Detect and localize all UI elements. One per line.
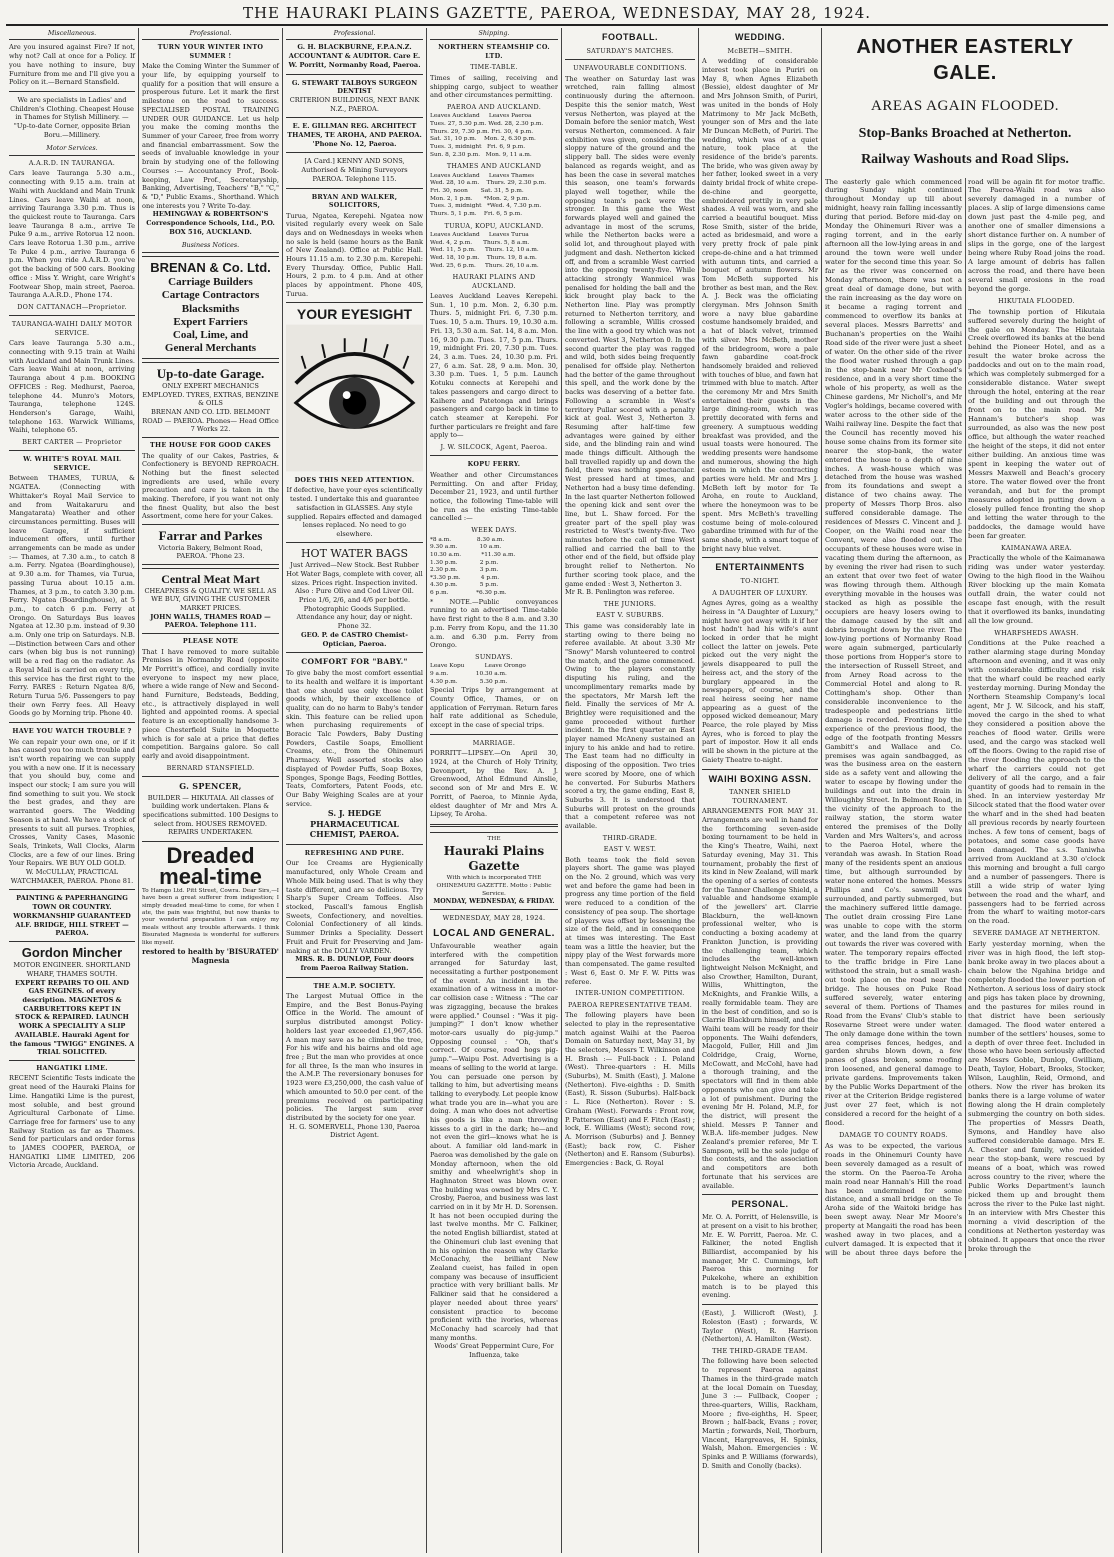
column-gale <box>822 28 1108 1553</box>
ev-title: EAST V. SUBURBS. <box>596 611 664 620</box>
headline-netherton: Stop-Banks Broached at Netherton. <box>858 125 1072 141</box>
aard-body: Cars leave Tauranga 5.30 a.m., connecting with 9.15 a.m. train at Waihi with Auckland and Main Trunk Lines. Cars leave Waihi at noon, arriving Tauranga 3.30 p.m. Thus is the quickest route to Tauranga. Cars leave Tauranga 8 a.m., arrive Te Puke 9 a.m., arrive Rotorua 12 noon. Cars leave Rotorua 1.30 p.m., arrive Te Puke 4 p.m., arrive Tauranga 6 p.m. When you ride A.A.R.D. you've got the backing of 500 cars. Booking office : Miss Y. Wright, care Wright's Footwear Shop, main street, Paeroa. Tauranga A.A.R.D., Phone 174. <box>9 169 135 300</box>
fresh-title: REFRESHING AND PURE. <box>304 849 405 858</box>
column-shipping <box>427 28 562 1553</box>
pa-rows: Leaves Auckland Leaves Paeroa Tues. 27, 5.30 p.m. Wed. 28, 2.30 p.m. Thurs. 29, 7.30 p.m. Fri. 30, 4 p.m. Sat. 31, 10 p.m. Mon. 2, 6.30 p.m. Tues. 3, midnight Fri. 6, 9 p.m. Sun. 8, 2.30 p.m. Mon. 9, 11 a.m. <box>430 113 544 158</box>
ta-rows: Leaves Auckland Leaves Thames Wed. 28, 10 a.m. Thurs. 29, 2.30 p.m. Fri. 30, noon Sat. 31, 5 p.m. Mon. 2, 1 p.m. *Mon. 2, 9 p.m. Tues. 3, midnight *Wed. 4, 7.30 p.m. Thurs. 5, 1 p.m. Fri. 6, 5 p.m. <box>430 172 547 217</box>
note-body: That I have removed to more suitable Premises in Normanby Road (opposite Mr Porritt's office), and cordially invite everyone to inspect my new place, where a wide range of New and Second-hand Furniture, Bedsteads, Bedding, etc., is attractively displayed in well lighted and appointed rooms. A special feature is an exceptionally handsome 3-piece Chesterfield Suite in Moquette which is for sale at a price that defies competition. Bargains galore. So call early and avoid disappointment. <box>142 647 279 760</box>
sev-title: SEVERE DAMAGE AT NETHERTON. <box>972 929 1101 938</box>
meat-body: CHEAPNESS & QUALITY. WE SELL AS WE BUY, GIVING THE CUSTOMER MARKET PRICES. <box>144 586 277 612</box>
hwb-title: HOT WATER BAGS <box>300 546 409 560</box>
gazette-sub: With which is incorporated THE OHINEMURI GAZETTE. Motto : Public Service. <box>436 875 552 897</box>
cattanach: DON CATTANACH—Proprietor. <box>17 302 127 311</box>
watch-body: We can repair your own one, or if it has caused you too much trouble and isn't worth repairing we can supply you with a new one. If it is necessary that you should buy, come and inspect our stock; I am sure you will find something to suit you. We stock the best grades, and they are warranted goers. The Wedding Season is at hand. We have a stock of presents to suit all purses. Trophies, Crosses, Vanity Cases, Masonic Seals, Trinkets, Wall Clocks, Alarm Clocks, are a few of our lines. Bring Your Repairs. WE BUY OLD GOLD. <box>9 737 135 868</box>
kopu-note: * NOTE.—Public conveyances running to an advertised Time-table have first right to the 8 a.m. and 3.30 p.m. Ferry from Kopu, and the 11.30 a.m. and 6.30 p.m. Ferry from Orongo. <box>430 597 558 650</box>
silcock: J. W. SILCOCK, Agent, Paeroa. <box>440 443 548 452</box>
eye-title: YOUR EYESIGHT <box>296 305 413 322</box>
lime-body: RECENT Scientific Tests indicate the great need of the Hauraki Plains for Lime. Hangatiki Lime is the purest, most soluble, and best ground Agricultural Carbonate of Lime. Carriage free for farmers' use to any Railway Station as far as Thames. Send for particulars and order forms to JAMES COOPER, PAEROA, or HANGATIKI LIME LIMITED, 206 Victoria Arcade, Auckland. <box>9 1074 135 1170</box>
dread-title: Dreaded meal-time <box>159 843 262 890</box>
lg-body: Unfavourable weather again interfered with the competition arranged for Saturday last, necessitating a further postponement of the event. An incident in the examination of a witness in a motor-car collision case : Witness : "The car was zigzagging, because the brakes were applied." Counsel : "Was it pig-jumping?" I don't know whether motor-cars usually do pig-jump." Opposing counsel : "Oh, that's correct. Of course, road hogs pig-jump."—Waipu Post. Advertising is a means of selling to the world at large. You can persuade one person by talking to him, but advertising means talking to everybody. Let people know what trade you are in—what you are doing. A man who does not advertise his goods is like a man throwing kisses to a girl in the dark; he—and not even the girl—knows what he is about. A familiar old land-mark in Paeroa was demolished by the gale on Monday afternoon, when the old smithy and wheelwright's shop in Haghnaton Street was blown over. The building was owned by Mrs C. Y. Crosby, Paeroa, and business was last carried on in it by Mr H. D. Sorensen. It has not been occupied during the last twelve months. Mr C. Falkiner, the noted English billiardist, stated at the Ohinemuri club last evening that in his opinion the reason why Clarke McConachy, the brilliant New Zealand cueist, has failed in open company was because of insufficient practice with very brilliant balls. Mr Falkiner said that he considered a player needed about three years' consistent practice to become proficient with the ivories, whereas McConachy had scarcely had that many months. <box>430 941 559 1342</box>
criterion: CRITERION BUILDINGS, NEXT BANK N.Z., PAEROA. <box>289 95 420 113</box>
column-wedding <box>699 28 822 1553</box>
column-heading: Professional. <box>286 28 423 40</box>
gazette-title: Hauraki Plains Gazette <box>443 843 545 874</box>
ent-title: ENTERTAINMENTS <box>715 562 805 573</box>
dcr-title: DAMAGE TO COUNTY ROADS. <box>839 1131 948 1140</box>
third-title: THIRD-GRADE. <box>602 833 658 842</box>
stansfield: BERNARD STANSFIELD. <box>166 763 255 772</box>
rep-title: PAEROA REPRESENTATIVE TEAM. <box>567 1000 693 1009</box>
kopu-title: KOPU FERRY. <box>467 460 521 469</box>
mccullay: W. McCULLAY, PRACTICAL WATCHMAKER, PAEROA. Phone 81. <box>10 868 134 885</box>
insurance-ad: Are you insured against Fire? If not, why not? Call at once for a Policy. If you have nothing to insure, buy Furniture from me and I'll give you a Policy on it.—Bernard Stansfield. <box>9 43 135 87</box>
sev-body: Early yesterday morning, when the river was in high flood, the left stop-bank broke away in two places about a chain below the Ngahina bridge and completely flooded the lower portion of Netherton. A serious loss of dairy stock and pigs has taken place by drowning, and the pastures for miles round in that district have been seriously damaged. The flood water entered a number of the settlers' houses, some to a depth of over three feet. Included in those who have been seriously affected are Messrs Goble, Dunlop, Gwilliam, Death, Taylor, Hobart, Brooks, Stocker, Wilson, Laughlin, Reid, Ormond, and others. Now the river has broken its banks there is a large volume of water flowing along the H drain completely submerging the country on both sides. The properties of Messrs Death, Symons, and Handley have also suffered considerable damage. Mrs E. A. Chester and family, who resided near the stop-bank, were rescued by means of a boat, which was rowed across country to the river, where the Public Works Department's launch picked them up and brought them across the river to the Puke last night. In an interview with Mrs Chester this morning a vivid description of the conditions at Netherton yesterday was obtained. It appears that once the river broke through the <box>968 939 1105 1253</box>
hedge: S. J. HEDGE PHARMACEUTICAL CHEMIST, PAEROA. <box>309 808 400 840</box>
box-title: WAIHI BOXING ASSN. <box>708 773 812 784</box>
column-heading: Professional. <box>142 28 279 40</box>
gale-body: The easterly gale which commenced during Sunday night continued throughout Monday up till about midnight, heavy rain falling incessantly during that period. Before mid-day on Monday the Ohinemuri River was a raging torrent, and in the early afternoon all the low-lying areas in and around the town were well under water for the second time this year. So far as the river was concerned on Monday afternoon, there was not a great deal of damage done, but with the rain increasing as the day wore on it became a raging torrent and commenced to overflow its banks at several places. Messrs Barretts' and Buchanan's properties on the Waihi Road side of the river were just a sheet of water. On the other side of the river the flood water rushed through a gap in the stop-bank near Mr Coxhead's residence, and in a very short time the whole of his property, as well as the Chinese gardens, Mr Nicholl's, and Mr Vogler's holdings, became covered with water across to the other side of the Waihi railway line. Despite the fact that the Council has recently moved his house some chains from its former site nearer the stop-bank, the water entered the house to a depth of nine inches. A wash-house which was detached from the house was washed from its foundations and swept a distance of two chains away. The property of Messrs Thorp Bros. also suffered considerable damage. The residences of Messrs C. Vincent and J. Cooper, on the Waihi road near the Convent, were also flooded out. The occupants of these houses were wise in vacating them during the afternoon, as by evening the river had risen to such an extent that over two feet of water was flowing through them. Although everything movable in the houses was stacked as high as possible the occupiers are heavy losers owing to the damage caused by the silt and debris brought down by the river. The low-lying portions of Normanby Road were again submerged, particularly those portions from Hopper's store to the intersection of Russell Street, and from Arney Road across to the Commercial Hotel and along to R. Cottingham's shop. Other than considerable inconvenience to the tradespeople and pedestrians little damage is recorded. Fronting by the experience of the previous flood, the edge of the footpath fronting Messrs Gambitt's and Wallace and Co. premises was again sandbagged, as was the business area on the eastern side as a safety vent and allowing the water to escape by flowing under the buildings and out into the drain in Willoughby Street. In Belmont Road, in the vicinity of the approach to the railway station, the storm water entered the premises of the Dolly Varden and Mrs Walters's, and across to the Paeroa Hotel, where the verandah was awash. In Station Road many of the residents spent an anxious time, but although surrounded by water none entered the homes. Messrs Phillips and Co's. sawmill was surrounded, and partly submerged, but the machinery suffered little damage. The outlet drain crossing Fire Lane was unable to cope with the storm water, and the land from the quarry out towards the river was covered with water. The temporary repairs effected to the traffic bridge in Fire Lane withstood the strain, but a small wash-out took place on the road near the bridge. The houses on Puke Road suffered severely, water entering several of them. Portions of Thames Road from the Evans' Club's stable to Rosevarne Street were under water. The only damage done within the town area comprises fences, hedges, and garden shrubs blown down, a few panes of glass broken, some roofing iron loosened, and general damage to private gardens. Improvements taken by the Public Works Department of the river at the Criterion Bridge registered just over 27 feet, which is not considered a record for the height of a flood. <box>825 177 962 1128</box>
baby-title: COMFORT FOR "BABY." <box>301 657 408 667</box>
timetable-note: Times of sailing, receiving and shipping cargo, subject to weather and other circumstances permitting. <box>430 73 558 100</box>
week-title: WEEK DAYS. <box>471 526 517 535</box>
tk-title: TURUA, KOPU, AUCKLAND. <box>444 221 544 230</box>
timetable-title: TIME-TABLE. <box>470 63 518 72</box>
lux-body: Agnes Ayres, going as a wealthy heiress in "A Daughter of Luxury," might have got away with it if her host hadn't had his wife's aunt locked in order that he might collect the latter on jewels. Pete picked out the very night the jewels disappeared to pull the heiress act, and the story of the burglary appeared in the newspapers, of course, and the real heiress seeing her name appearing as a guest of the opposed wicked demeanour, Mary Pearce, the role played by Miss Ayres, who is forced to play the part of impostor. How it all ends will be shown in the picture at the Gaiety Theatre to-night. <box>702 599 818 764</box>
masthead <box>6 4 1108 26</box>
cakes-title: THE HOUSE FOR GOOD CAKES <box>149 441 272 450</box>
kai-body: Practically the whole of the Kaimanawa riding was under water yesterday. Owing to the high flood in the Waihou River blocking up the main Komata outfall drain, the water could not escape fast enough, with the result that it overflowed its banks, inundating all the low ground. <box>968 554 1105 625</box>
referee: Mr R. B. Penlington was referee. <box>565 588 675 597</box>
pers-title: PERSONAL. <box>731 1199 789 1210</box>
tg-body: The following have been selected to represent Paeroa against Thames in the third-grade match at the local Domain on Tuesday, June 3 :— Fullback, Cooper ; three-quarters, Willis, Rackham, Moore ; five-eighths, H. Speer, Brown ; half-back, Evans ; rover, Martin ; forwards, Neil, Thorburn, Vincent, Hargreaves, H. Spinks, Walsh, Mahon. Emergencies : W. Spinks and P. Williams (forwards), D. Smith and Conolly (backs). <box>702 1357 818 1470</box>
fb-title: FOOTBALL. <box>602 32 658 42</box>
inter-title: INTER-UNION COMPETITION. <box>575 989 685 998</box>
ent-sub: TO-NIGHT. <box>740 577 780 586</box>
eye-illustration <box>286 323 423 473</box>
hik-body: The township portion of Hikutaia suffered severely during the height of the gale on Monday. The Hikutaia Creek overflowed its banks at the bend behind the Pioneer Hotel, and as a result the water broke across the paddocks and out on to the main road, which was completely submerged for a considerable distance. Water swept through the hotel, entering at the rear of the building and out through the front on to the main road. Mr Hannam's butcher's shop was surrounded, as also was the new post office, but although the water reached the height of the steps, it did not enter either building. An anxious time was spent in keeping the water out of Messrs Maxwell and Beach's grocery store. The water flowed over the front verandah, and but for the prompt measures adopted in putting down a closely pulled fence fronting the shop and letting the water through to the paddocks, the damage would have been far greater. <box>968 307 1105 540</box>
eye-body: If defective, have your eyes scientifically tested. I undertake this and guarantee satisfaction in GLASSES. Any style supplied. Repairs effected and damaged lenses replaced. No need to go elsewhere. <box>286 486 423 538</box>
lux-title: A DAUGHTER OF LUXURY. <box>712 588 808 597</box>
headline-flooded: AREAS AGAIN FLOODED. <box>871 97 1059 114</box>
masthead-title: THE HAURAKI PLAINS GAZETTE, PAEROA, WEDNESDAY, MAY 28, 1924. <box>242 4 872 22</box>
gillman: E. E. GILLMAN REG. ARCHITECT THAMES, TE AROHA, AND PAEROA. 'Phone No. 12, Paeroa. <box>287 122 422 148</box>
gale-article <box>825 178 1105 1259</box>
hp-body: Leaves Auckland Leaves Kerepehi. Sun. 1, 10 p.m. Mon. 2, 6.30 p.m. Thurs. 5, midnight Fri. 6, 7.30 p.m. Tues. 10, 5 a.m. Thurs. 19, 10.30 a.m. Fri. 13, 5.30 a.m. Sat. 14, 8 a.m. Mon. 16, 9.30 p.m. Tues. 17, 5 p.m. Thurs. 19, midnight Fri. 20, 7.30 p.m. Tues. 24, 3 a.m. Tues. 24, 10.30 p.m. Fri. 27, 6 a.m. Sat. 28, 9 a.m. Mon. 30, 3.30 p.m. Tues. 1, 5 p.m. Launch Kotuku connects at Kerepehi and takes passengers and cargo direct to Kaihere and Patetonga and brings passengers and cargo back in time to catch steamer at Kerepehi. For further particulars re freight and fare apply to— <box>430 292 558 440</box>
kopu-body: Weather and other Circumstances Permitting. On and after Friday, December 21, 1923, and until further notice, the following Time-table will be run as the existing Time-table cancelled :— <box>430 470 558 523</box>
spencer-title: G. SPENCER, <box>179 781 242 792</box>
rep-body: The following players have been selected to play in the representative match against Waihi at the Paeroa Domain on Saturday next, May 31, by the selectors, Messrs T. Wilkinson and H. Brash :— Full-back : I. Poland (West). Three-quarters : H. Mills (Suburbs), M. Smith (East), J. Malone (Netherton). Five-eighths : D. Smith (East), R. Sisson (Suburbs). Half-back : L. Rice (Netherton). Rover : S. Graham (West). Forwards : Front row, P. Patterson (East) and F. Fitch (East) ; lock, E. Williams (West); second row, A. Morrison (Suburbs) and J. Benney (East); back row, C. Fisher (Netherton) and E. Ransom (Suburbs). Emergencies : Back, G. Royal <box>565 1011 695 1168</box>
wha-title: WHARFSHEDS AWASH. <box>994 628 1079 637</box>
columns <box>6 28 1108 1553</box>
sun-title: SUNDAYS. <box>475 652 513 661</box>
spencer-body: BUILDER — HIKUTAIA. All classes of building work undertaken. Plans & specifications submitted. 100 Designs to select from. HOUSES REMOVED. REPAIRS UNDERTAKEN. <box>142 793 279 837</box>
unf-title: UNFAVOURABLE CONDITIONS. <box>573 64 687 73</box>
blackburne: G. H. BLACKBURNE, F.P.A.N.Z. ACCOUNTANT & AUDITOR. Care E. W. Porritt, Normanby Road, Paeroa. <box>288 43 421 69</box>
mincher-body: EXPERT REPAIRS TO OIL AND GAS ENGINES. of every description. MAGNETOS & CARBURETTORS KEPT IN STOCK & REPAIRED. LAUNCH WORK A SPECIALITY A SLIP AVAILABLE. Hauraki Agent for the famous "TWIGG" ENGINES. A TRIAL SOLICITED. <box>9 978 135 1057</box>
tk-rows: Leaves Auckland Leaves Turua Wed. 4, 2 p.m. Thurs. 5, 8 a.m. Wed. 11, 5 p.m. Thurs. 12, 10 a.m. Wed. 18, 10 p.m. Thurs. 19, 8 a.m. Wed. 25, 6 p.m. Thurs. 26, 10 a.m. <box>430 231 539 269</box>
hik-title: HIKUTAIA FLOODED. <box>998 297 1075 306</box>
wed-sub: McBETH—SMITH. <box>727 46 793 55</box>
column-miscellaneous <box>6 28 139 1553</box>
gazette-date: WEDNESDAY, MAY 28, 1924. <box>442 914 546 923</box>
meat-ad <box>142 568 279 634</box>
fb-body: The weather on Saturday last was wretched, rain falling almost continuously during the afternoon. Despite this the senior match, West versus Netherton, was played at the Domain before the senior match, West versus Netherton, commenced. A fair exhibition was given, considering the sloppy nature of the ground and the slippery ball. The sides were evenly balanced as regards weight, and as has been the case in several matches this season, one team's forwards played well together, while the opposing team's pack were the stronger. In this game the West forwards played well and gained the advantage in most of the scrums, while the Netherton backs were a solid lot, and throughout played with judgment and dash. Netherton kicked off, and from a scramble West carried into the opposing twenty-five. While attacking strongly Wanmicel was penalised for holding the ball and the kick brought play back to the Netherton line. Play was promptly returned to Netherton territory, and following a scramble, Willis crossed the line with a good try which was not converted. West 3, Netherton 0. In the second quarter the play was ragged and wild, both sides being frequently penalised for offside play. Netherton had the better of the game throughout this spell, and the work done by the backs was deserving of a better fate. Following a scramble in West's territory Pullar scored with a penalty kick at goal. West 3, Netherton 3. Resuming after half-time few advantages were gained by either side, and the blinding rain and wind made things difficult. Although the ball travelled rapidly up and down the field, there was nothing spectacular. West pressed hard at times, and Netherton had a busy time defending. In the last quarter Netherton followed the opening kick and sent over the line, but L. Shaw forced. For the greater part of the spell play was restricted to West's twenty-five. Two minutes before the call of time West rallied and carried the ball to the other end of the field, but offside play brought relief to Netherton. No further scoring took place, and the game ended : West 3, Netherton 3. <box>565 74 695 588</box>
pers-body: Mr. O. A. Porritt, of Helensville, is at present on a visit to his brother, Mr. E. W. Porritt, Paeroa. Mr. C. Falkiner, the noted English Billiardist, accompanied by his manager, Mr C. Cummings, left Paeroa this morning for Pukekohe, where an exhibition match is to be played this evening. <box>702 1213 818 1300</box>
column-football <box>562 28 699 1553</box>
ev-body: This game was considerably late in starting owing to there being no referee available. At about 3.30 Mr "Snowy" Marsh volunteered to control the match, and the game commenced. Owing to the players constantly disputing his ruling, and the uncomplimentary remarks made by the spectators, Mr Marsh left the field. Finally the services of Mr A. Brightley were requisitioned and the game proceeded without further incident. In the first quarter an East player named McAneny sustained an injury to his ankle and had to retire. The East team had no difficulty in disposing of the opposition. Two tries were scored by Moore, one of which he converted. For Suburbs Mathers scored a try, the game ending, East 8, Suburbs 3. It is understood that Suburbs will protest on the grounds that a competent referee was not available. <box>565 621 695 831</box>
headline-railway: Railway Washouts and Road Slips. <box>861 152 1069 168</box>
dunlop: MRS. R. B. DUNLOP, Four doors from Paeroa Railway Station. <box>295 955 414 972</box>
hwb-body: Just Arrived—New Stock. Best Rubber Hot Water Bags, complete with cover, all sizes. Prices right. Inspection invited. Also : Pure Olive and Cod Liver Oil. Price 1/6, 2/6, and 4/6 per bottle. Photographic Goods Supplied. Attendance any hour, day or night. Phone 32. <box>286 561 423 631</box>
week-rows: *8 a.m. 8.30 a.m. 9.30 a.m. 10 a.m. 10.30 a.m. *11.30 a.m. 1.30 p.m. 2 p.m. 2.30 p.m. 3 p.m. *3.30 p.m. 4 p.m. 4.30 p.m. 5 p.m. 6 p.m. *6.30 p.m. <box>430 536 516 597</box>
bryan-title: BRYAN AND WALKER, SOLICITORS, <box>311 192 398 210</box>
winter-body: Make the Coming Winter the Summer of your life, by equipping yourself to qualify for a position that will ensure a prosperous future. Let it mark the first milestone on the road to success. SPECIALISED POSTAL TRAINING UNDER OUR GUIDANCE. Let us help you make the coming months the Summer of your Career, free from worry and financial embarrassment. Sow the seeds of invaluable knowledge in your brain by studying one of the following Courses :— Accountancy Prof., Book-keeping, Law Prof., Secretaryship, Banking, Advertising, Teachers' "B," "C," & "D," Public Exams., Shorthand. Which one interests you ? Write To-day. <box>142 62 279 210</box>
headline-gale: ANOTHER EASTERLY GALE. <box>856 36 1074 85</box>
dread-body: To Hamgo Ltd. Pitt Street, Cowra. Dear Sirs,—I have been a great sufferer from indigestion; I simply dreaded meal-time to come, for when I ate, the pain was frightful, but now thanks to your wonderful preparation I can enjoy my meals without any trouble afterwards. I think Bisurated Magnesia is wonderful for sufferers like myself. <box>142 887 279 946</box>
watch-title: HAVE YOU WATCH TROUBLE ? <box>12 727 132 736</box>
aard-title: A.A.R.D. IN TAURANGA. <box>28 158 116 167</box>
box-sub: TANNER SHIELD TOURNAMENT. <box>729 788 791 805</box>
amp-body: The Largest Mutual Office in the Empire, and the Best Bonus-Paying Office in the World. The amount of surplus distributed amongst Policy-holders last year exceeded £1,967,456. A man may save as he climbs the tree, For his wife and his bairns and old age free ; But the man who provides at once for all three, Is the man who insures in the A.M.P. The reversionary bonuses for 1923 were £3,250,000, the cash value of which amounted to 50.0 per cent. of the premiums received on participating policies. The largest sum ever distributed by the society for one year. <box>286 992 423 1122</box>
names: (East), J. Willicroft (West), J. Roleston (East) ; forwards, W. Taylor (West), R. Harrison (Netherton), A. Hamilton (West). <box>702 1309 818 1344</box>
column-heading: Miscellaneous. <box>9 28 135 40</box>
lg-title: LOCAL AND GENERAL. <box>433 927 555 939</box>
marriage-title: MARRIAGE. <box>472 738 516 747</box>
garage-ad <box>142 362 279 438</box>
garage-body: ONLY EXPERT MECHANICS EMPLOYED. TYRES, EXTRAS, BENZINE & OILS <box>142 381 279 408</box>
amp-title: THE A.M.P. SOCIETY. <box>313 981 396 990</box>
carter: BERT CARTER — Proprietor <box>22 438 122 447</box>
fresh-body: Our Ice Creams are Hygienically manufactured, only Whole Cream and Whole Milk being used. That is why they taste different, and are so delicious. Try Sharp's Super Cream Toffees. Also stocked, Pascall's famous English Sweets, Confectionery, and novelties. Colonial Confectionery of all kinds. Summer Drinks a Speciality. Dessert Fruit and Fruit for Preserving and Jam-making at the DOLLY VARDEN. <box>286 859 423 955</box>
brenan-lines: Carriage Builders Cartage Contractors Blacksmiths Expert Farriers Coal, Lime, and General Merchants <box>161 276 260 355</box>
hemingway: HEMINGWAY & ROBERTSON'S Correspondence Schools, Ltd., P.O. BOX 516, AUCKLAND. <box>146 210 275 236</box>
mincher-sub: MOTOR ENGINEER. SHORTLAND WHARF, THAMES SOUTH. <box>13 961 131 978</box>
wed-title: WEDDING. <box>735 32 785 42</box>
tw-body: Cars leave Tauranga 5.30 a.m., connecting with 9.15 train at Waihi with Auckland and Main Trunk Lines. Cars leave Waihi at noon, arriving Tauranga about 4 p.m. BOOKING OFFICES : Reg. Medhurst, Paeroa, telephone 44. Munro's Motors, Tauranga, telephone 124S. Henderson's Garage, Waihi, telephone 163. Warwick Williams, Waihi, telephone 65. <box>9 339 135 435</box>
third-body: Both teams took the field seven players short. The game was played on the No. 2 ground, which was very wet and before the game had been in progress any time portion of the field were reduced to a condition of the consistency of pea soup. The shortage of players was offset by lessening the size of the field, and in consequence at times was interesting. The East team was a little the heavier, but the nippy play of the West forwards more than compensated. The game resulted : West 6, East 0. Mr F. W. Pitts was referee. <box>565 855 695 986</box>
meat-title: Central Meat Mart <box>161 572 260 587</box>
eyesight-ad <box>286 302 423 543</box>
column-professional-2 <box>283 28 427 1553</box>
dread-foot: restored to health by 'BISURATED' Magnesia <box>142 946 279 966</box>
mincher-title: Gordon Mincher <box>21 945 123 960</box>
third-sub: EAST V. WEST. <box>603 845 657 854</box>
hp-title: HAURAKI PLAINS AND AUCKLAND. <box>452 273 536 290</box>
bridge: ALF. BRIDGE, HILL STREET — PAEROA. <box>15 920 129 938</box>
motor-services-heading: Motor Services. <box>9 143 135 155</box>
note-title: PLEASE NOTE <box>182 637 239 646</box>
wha-body: Conditions at the Puke reached a rather alarming stage during Monday afternoon and evening, and it was only with considerable difficulty and risk that the wharf could be reached early yesterday morning. During Monday the Northern Steamship Company's local agent, Mr J. W. Silcock, and his staff, moved the cargo in the shed to what they considered a position above the reaches of flood water. Grills were used, and the cargo was stacked well off the floors. Owing to the rapid rise of the river flooding the approach to the wharf the carriers could not get delivery of all the cargo, and a fair quantity of goods had to remain in the shed. In an interview yesterday Mr Silcock stated that the flood water over the wharf and in the shed had beaten all previous records by nearly fourteen inches. A few tons of cement, bags of potatoes, and some case goods have been damaged. The s.s. Taniwha arrived from Auckland at 3.30 o'clock this morning and brought a full cargo and a number of passengers. There is still a wide strip of water lying between the road and the wharf, and passengers had to be ferried across from the wharf to waiting motor-cars on the road. <box>968 639 1105 926</box>
tw-title: TAURANGA-WAIHI DAILY MOTOR SERVICE. <box>11 320 133 337</box>
paint-title: PAINTING & PAPERHANGING TOWN OR COUNTRY. WORKMANSHIP GUARANTEED <box>13 894 131 920</box>
marriage-body: PORRITT—LIPSEY.—On April 30, 1924, at the Church of Holy Trinity, Devonport, by the Rev. A. J. Greenwood, Athol Edmund Ainslie, second son of Mr and Mrs E. W. Porritt, of Paeroa, to Minnie Ayda, eldest daughter of Mr and Mrs A. Lipsey, Te Aroha. <box>430 749 558 819</box>
walls: JOHN WALLS, THAMES ROAD — PAEROA. Telephone 111. <box>150 612 271 630</box>
sun-rows: Leave Kopu Leave Orongo 9 a.m. 10.30 a.m. 4.30 p.m. 5.30 p.m. <box>430 663 526 685</box>
woods: Woods' Great Peppermint Cure, For Influenza, take <box>434 1342 554 1360</box>
gazette-days: MONDAY, WEDNESDAY, & FRIDAY. <box>433 898 555 906</box>
kai-title: KAIMANAWA AREA. <box>1001 543 1072 552</box>
farrar-ad <box>142 524 279 565</box>
garage-title: Up-to-date Garage. <box>156 366 265 382</box>
brenan-ad <box>142 256 279 359</box>
business-notices-heading: Business Notices. <box>142 240 279 252</box>
box-body: ARRANGEMENTS FOR MAY 31. Arrangements are well in hand for the forthcoming seven-aside boxing tournament to be held in the King's Theatre, Waihi, next Saturday evening, May 31. This tournament, probably the first of its kind in New Zealand, will mark the opening of a series of contests for the Tanner Challenge Shield, a valuable and handsome example of the jewellers' art. Clarrie Blackburn, the well-known professional welter, who is conducting a boxing academy at Frankton Junction, is providing the challenging team, which includes the well-known lightweight Nelson McKnight, and also Crowther, Hamilton, Durant, Willis, Whittington, the McKnights, and Frankie Wills, a really formidable team. They are in the best of condition, and so is Clarrie Blackburn himself, and the Waihi team will be ready for their opponents. The Waihi defenders, Macgold, Fuller, Hill and Jim Coldridge, Craig, Worne, McCowatt, and McCohl, have had a thorough training, and the spectators will find in them able opponents who can give and take a lot of punishment. During the evening Mr H. Poland, M.P., for the district, will present the shield. Messrs P. Tanner and W.B.A. life-member judges. New Zealand's premier referee, Mr T. Sampson, will be the sole judge of the contests, and the association and competitors are both fortunate that his services are available. <box>702 807 818 1190</box>
eye-sub: DOES THIS NEED ATTENTION. <box>294 476 415 485</box>
mincher-ad <box>9 941 135 1061</box>
wed-body: A wedding of considerable interest took place in Puriri on May 8, when Agnes Elizabeth (Bessie), eldest daughter of Mr and Mrs Johnson Smith, of Puriri, was united in the bonds of Holy Matrimony to Mr Jack McBeth, younger son of Mrs and the late Mr Duncan McBeth, of Puriri. The wedding, which was of a quiet nature, took place at the residence of the bride's parents. The bride, who was given away by her father, looked sweet in a very dainty bridal frock of white crepe-de-chine and georgette, embroidered prettily in very pale shades. A veil was worn, and she carried a beautiful bouquet. Miss Rose Smith, sister of the bride, acted as bridesmaid, and wore a very pretty frock of pale pink crepe-de-chine and a hat trimmed with autumn tints, and carried a bouquet of autumn flowers. Mr Tom McBeth supported his brother as best man, and the Rev. A. J. Beck was the officiating clergyman. Mrs Johnson Smith wore a navy blue gabardine costume handsomely braided, and a hat of black velvet, trimmed with silver. Mrs McBeth, mother of the bridegroom, wore a pale fawn gabardine coat-frock handsomely braided and relieved with touches of blue, and fawn hat trimmed with blue to match. After the ceremony Mr and Mrs Smith entertained their guests in the large dining-room, which was prettily decorated with ferns and greenery. A sumptuous wedding breakfast was provided, and the usual toasts were honoured. The wedding presents were handsome and numerous, showing the high esteem in which the contracting parties were held. Mr and Mrs J. McBeth left by motor for Te Aroha, en route to Auckland, where the honeymoon was to be spent. Mrs McBeth's travelling costume being of mole-coloured gabardine trimmed with fur of the same shade, with a smart toque of bright navy blue velvet. <box>702 57 818 553</box>
winter-title: TURN YOUR WINTER INTO SUMMER ! <box>157 43 264 60</box>
ns-title: NORTHERN STEAMSHIP CO. LTD. <box>438 43 550 60</box>
mail-body: Between THAMES, TURUA, & NGATEA. (Connecting with Whittaker's Royal Mail Service to and from Waitakaruru and Mangatarata) Weather and other circumstances permitting. Buses will leave Garage, if sufficient inducement offers, until further arrangements can be made as under :— Thames, at 7.30 a.m., to catch 8 a.m. Ferry. Ngatea (Boardinghouse), at 9.30 a.m. for Thames, via Turua, passing Turua about 10.15 a.m. Thames, at 3 p.m., to catch 3.30 p.m. Ferry. Ngatea (Boardinghouse), at 5 p.m., to catch 6 p.m. Ferry at Orongo. On Saturdays Bus leaves Ngatea at 12.30 p.m. instead of 9.30 a.m. Only one trip on Saturdays. N.B.—Distinction between Cars and other cars (when big bus is not running) will be a red flag on the radiator. As a Royal Mail is carried on every trip, this service has the first right to the Ferry. FARES : Return Ngatea 8/6, Return Turua 5/6. Passengers to pay their own Ferry fees. All Heavy Goods go by Morning trip. Phone 40. <box>9 474 135 718</box>
lime-title: HANGATIKI LIME. <box>36 1063 108 1072</box>
castro: GEO. P. de CASTRO Chemist-Optician, Paeroa. <box>301 630 408 648</box>
column-heading: Shipping. <box>430 28 558 40</box>
card: [A Card.] KENNY AND SONS, Authorised & Mining Surveyors PAEROA. Telephone 115. <box>301 157 408 183</box>
garage-addr: BRENAN AND CO. LTD. BELMONT ROAD — PAEROA. Phones— Head Office 7 Works 22. <box>142 407 279 434</box>
tg-title: THE THIRD-GRADE TEAM. <box>712 1346 808 1355</box>
clothing-ad: We are specialists in Ladies' and Children's Clothing. Cheapest House in Thames for Stylish Millinery. — "Up-to-date Corner, opposite Brian Boru.—Millinery. <box>10 95 134 139</box>
gazette-the: THE <box>487 835 501 842</box>
special-trips: Special Trips by arrangement at County Office, Thames, or on application of Ferryman. Return fares half rate additional as Schedule, except in the case of special trips. <box>430 686 558 730</box>
gazette-banner <box>430 832 558 910</box>
somervell: H. G. SOMERVELL, Phone 130, Paeroa District Agent. <box>289 1122 420 1140</box>
cakes-body: The quality of our Cakes, Pastries, & Confectionery is BEYOND REPROACH. Nothing but the finest selected ingredients are used, while every precaution and care is taken in the making. Therefore, if you want not only the finest Quality, but also the best Assortment, come here for your Cakes. <box>142 451 279 521</box>
farrar-title: Farrar and Parkes <box>158 528 263 544</box>
bryan-body: Turua, Ngatea, Kerepehi. Ngatea now visited regularly every week on Sale days and on Wednesdays in weeks when no sale is held (same hours as the Bank of New Zealand). Office at Public Hall. Hours 11.15 a.m. to 2.30 p.m. Kerepehi: Every Thursday. Office, Public Hall. Hours, 2 p.m. to 4 p.m. And at other places by appointment. Phone 40S, Turua. <box>286 211 423 298</box>
pa-title: PAEROA AND AUCKLAND. <box>446 102 542 111</box>
mail-title: W. WHITE'S ROYAL MAIL SERVICE. <box>23 455 121 472</box>
dcr-body: As was to be expected, the various roads in the Ohinemuri County have been severely damaged as a result of the storm. On the Paeroa-Te Aroha main road near Hannah's Hill the road has been undermined for some distance, and a small bridge on the Te Aroha side of the Waitoki bridge has been swept away. Near Mr Moore's property at Mangaiti the road has been washed away in two places, and a culvert damaged. It is expected that it will be about three days before the road will be again fit for motor traffic. The Paeroa-Waihi road was also severely damaged in a number of places. A slip of large dimensions came down just past the 4-mile peg, and another one of smaller dimensions a short distance further on. A number of slips in the gorge, one of the largest being where Ruby Road joins the road. A large amount of debris has fallen across the road, and there have been several small erosions in the road beyond the gorge. <box>825 177 1105 1258</box>
baby-body: To give baby the most comfort essential to its health and welfare it is important that one should use only those toilet goods which, by their excellence of quality, can do no harm to Baby's tender skin. This feature can be relied upon when purchasing requirements of Boracic Talc Powders, Baby Dusting Powders, Castile Soaps, Emollient Creams, etc., from the Ohinemuri Pharmacy. Well assorted stocks also displayed of Powder Puffs, Soap Boxes, Sponges, Sponge Bags, Feeding Bottles, Teats, Comforters, Patent Foods, etc. Our Baby Weighing Scales are at your service. <box>286 669 423 808</box>
ta-title: THAMES AND AUCKLAND <box>446 162 542 171</box>
farrar-body: Victoria Bakery, Belmont Road, PAEROA. 'Phone 23. <box>158 543 263 561</box>
jun-title: THE JUNIORS. <box>603 599 657 608</box>
column-professional-1 <box>139 28 283 1553</box>
brenan-title: BRENAN & Co. Ltd. <box>150 259 271 275</box>
sat-title: SATURDAY'S MATCHES. <box>586 46 674 55</box>
talboys: G. STEWART TALBOYS SURGEON DENTIST <box>291 78 418 96</box>
